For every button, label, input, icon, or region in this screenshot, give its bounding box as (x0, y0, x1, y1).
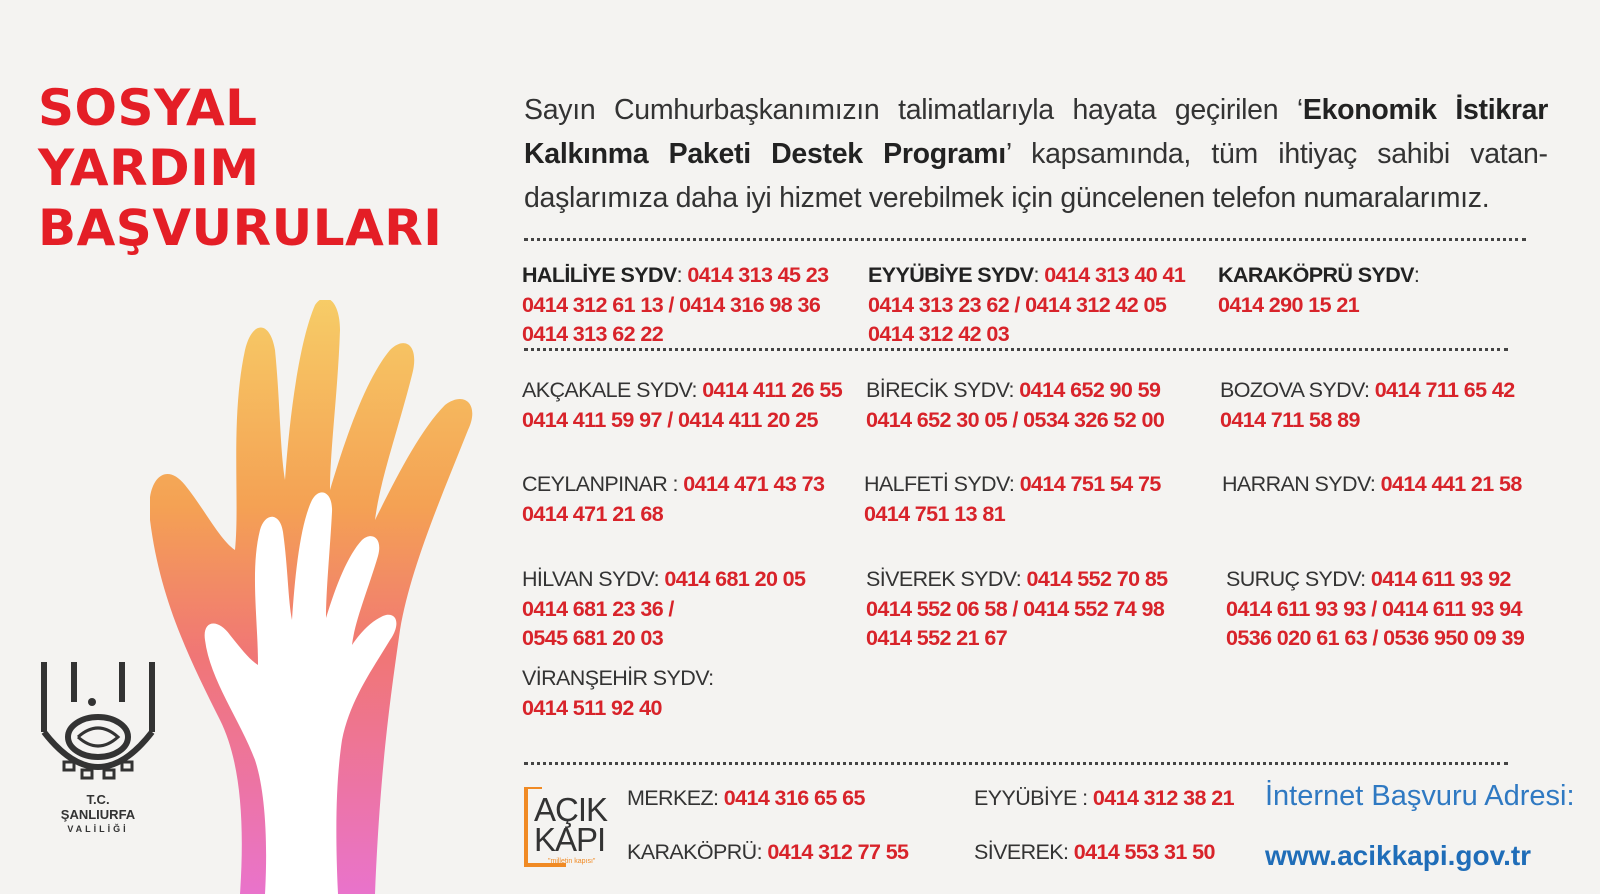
office-viransehir (522, 664, 714, 723)
office-name: HALİLİYE SYDV (522, 263, 677, 287)
contact-phone: 0414 312 38 21 (1092, 786, 1234, 810)
office-name: BOZOVA SYDV: (1220, 378, 1375, 402)
title-line-3: BAŞVURULARI (38, 199, 443, 257)
contact-label: MERKEZ: (627, 786, 724, 810)
office-phone: 0414 313 40 41 (1044, 263, 1186, 287)
office-phone: 0414 441 21 58 (1380, 472, 1522, 496)
office-phone: 0414 471 43 73 (683, 472, 825, 496)
office-harran (1222, 470, 1522, 500)
office-phone: 0414 652 90 59 (1019, 378, 1161, 402)
acik-kapi-logo-icon (522, 787, 614, 867)
intro-part-1: Sayın Cumhurbaşkanımızın talimatlarıyla hayata geçirilen ‘ (524, 94, 1303, 126)
contact-phone: 0414 553 31 50 (1073, 840, 1215, 864)
valilik-emblem-icon (34, 662, 162, 792)
office-phone: 0414 313 45 23 (687, 263, 829, 287)
office-phone-line: 0536 020 61 63 / 0536 950 09 39 (1226, 626, 1525, 650)
office-phone: 0414 751 54 75 (1019, 472, 1161, 496)
contact-karakopru (627, 840, 908, 865)
contact-siverek (974, 840, 1215, 865)
office-phone-line: 0414 313 62 22 (522, 322, 664, 346)
contact-label: EYYÜBİYE : (974, 786, 1093, 810)
web-url-link[interactable]: www.acikkapi.gov.tr (1265, 840, 1532, 871)
office-name: SİVEREK SYDV: (866, 567, 1027, 591)
program-name: Ekonomik İstikrar Kalkınma Paketi Destek Programı (524, 94, 1548, 170)
office-birecik (866, 376, 1164, 435)
office-phone-line: 0414 652 30 05 / 0534 326 52 00 (866, 407, 1165, 432)
office-phone: 0414 681 20 05 (664, 567, 806, 591)
office-phone-line: 0414 611 93 93 / 0414 611 93 94 (1226, 596, 1522, 621)
office-phone-line: 0414 552 21 67 (866, 626, 1008, 650)
contact-label: SİVEREK: (974, 840, 1074, 864)
hands-illustration (150, 300, 490, 894)
office-haliliye (522, 261, 828, 350)
office-name: KARAKÖPRÜ SYDV (1218, 263, 1414, 287)
title-line-1: SOSYAL (38, 79, 258, 137)
office-phone-line: 0414 751 13 81 (864, 501, 1006, 526)
office-hilvan (522, 565, 805, 654)
office-name: VİRANŞEHİR SYDV: (522, 666, 714, 690)
title-line-2: YARDIM (38, 139, 260, 197)
office-phone-line: 0414 312 61 13 / 0414 316 98 36 (522, 292, 821, 317)
office-name: SURUÇ SYDV: (1226, 567, 1371, 591)
office-phone: 0414 411 26 55 (702, 378, 843, 402)
contact-phone: 0414 316 65 65 (723, 786, 865, 810)
office-eyyubiye (868, 261, 1185, 350)
contact-eyyubiye (974, 786, 1234, 811)
acik-kapi-tagline: "milletin kapısı" (548, 858, 596, 865)
office-phone-line: 0545 681 20 03 (522, 626, 664, 650)
web-title: İnternet Başvuru Adresi: (1265, 780, 1575, 812)
logo-line-1: T.C. (86, 792, 110, 807)
office-phone-line: 0414 552 06 58 / 0414 552 74 98 (866, 596, 1165, 621)
office-ceylanpinar (522, 470, 824, 529)
office-name: HALFETİ SYDV: (864, 472, 1020, 496)
office-phone-line: 0414 313 23 62 / 0414 312 42 05 (868, 292, 1167, 317)
office-name: HİLVAN SYDV: (522, 567, 665, 591)
office-phone-line: 0414 312 42 03 (868, 322, 1010, 346)
office-name: EYYÜBİYE SYDV (868, 263, 1034, 287)
intro-part-2: ’ kapsamında, tüm ihtiyaç sahibi vatandaşlarımıza daha iyi hizmet verebilmek için güncelenen telefon numaralarımız. (524, 138, 1548, 214)
acik-kapi-line-1: AÇIK (534, 791, 608, 828)
logo-line-3: VALİLİĞİ (67, 824, 129, 834)
office-name: HARRAN SYDV: (1222, 472, 1381, 496)
office-separator: : (676, 263, 688, 287)
office-halfeti (864, 470, 1161, 529)
contact-label: KARAKÖPRÜ: (627, 840, 768, 864)
office-phone-line: 0414 711 58 89 (1220, 407, 1360, 432)
office-phone: 0414 711 65 42 (1374, 378, 1515, 402)
office-phone: 0414 552 70 85 (1026, 567, 1168, 591)
office-phone-line: 0414 411 59 97 / 0414 411 20 25 (522, 407, 818, 432)
office-siverek (866, 565, 1168, 654)
office-phone-line: 0414 471 21 68 (522, 501, 664, 526)
office-separator: : (1413, 263, 1420, 287)
office-akcakale (522, 376, 842, 435)
intro-paragraph (524, 88, 1548, 220)
contact-phone: 0414 312 77 55 (767, 840, 909, 864)
poster-title (38, 78, 442, 258)
divider-1 (524, 238, 1526, 241)
office-suruc (1226, 565, 1524, 654)
office-phone-line: 0414 511 92 40 (522, 695, 662, 720)
valilik-logo (34, 662, 162, 837)
office-separator: : (1033, 263, 1045, 287)
office-karakopru (1218, 261, 1419, 320)
office-phone-line: 0414 290 15 21 (1218, 292, 1360, 317)
logo-line-2: ŞANLIURFA (60, 807, 136, 822)
divider-3 (524, 762, 1508, 765)
office-name: CEYLANPINAR : (522, 472, 684, 496)
office-name: BİRECİK SYDV: (866, 378, 1020, 402)
office-name: AKÇAKALE SYDV: (522, 378, 703, 402)
acik-kapi-line-2: KAPI (534, 821, 606, 858)
office-bozova (1220, 376, 1515, 435)
office-phone-line: 0414 681 23 36 / (522, 596, 674, 621)
contact-merkez (627, 786, 865, 811)
office-phone: 0414 611 93 92 (1370, 567, 1511, 591)
